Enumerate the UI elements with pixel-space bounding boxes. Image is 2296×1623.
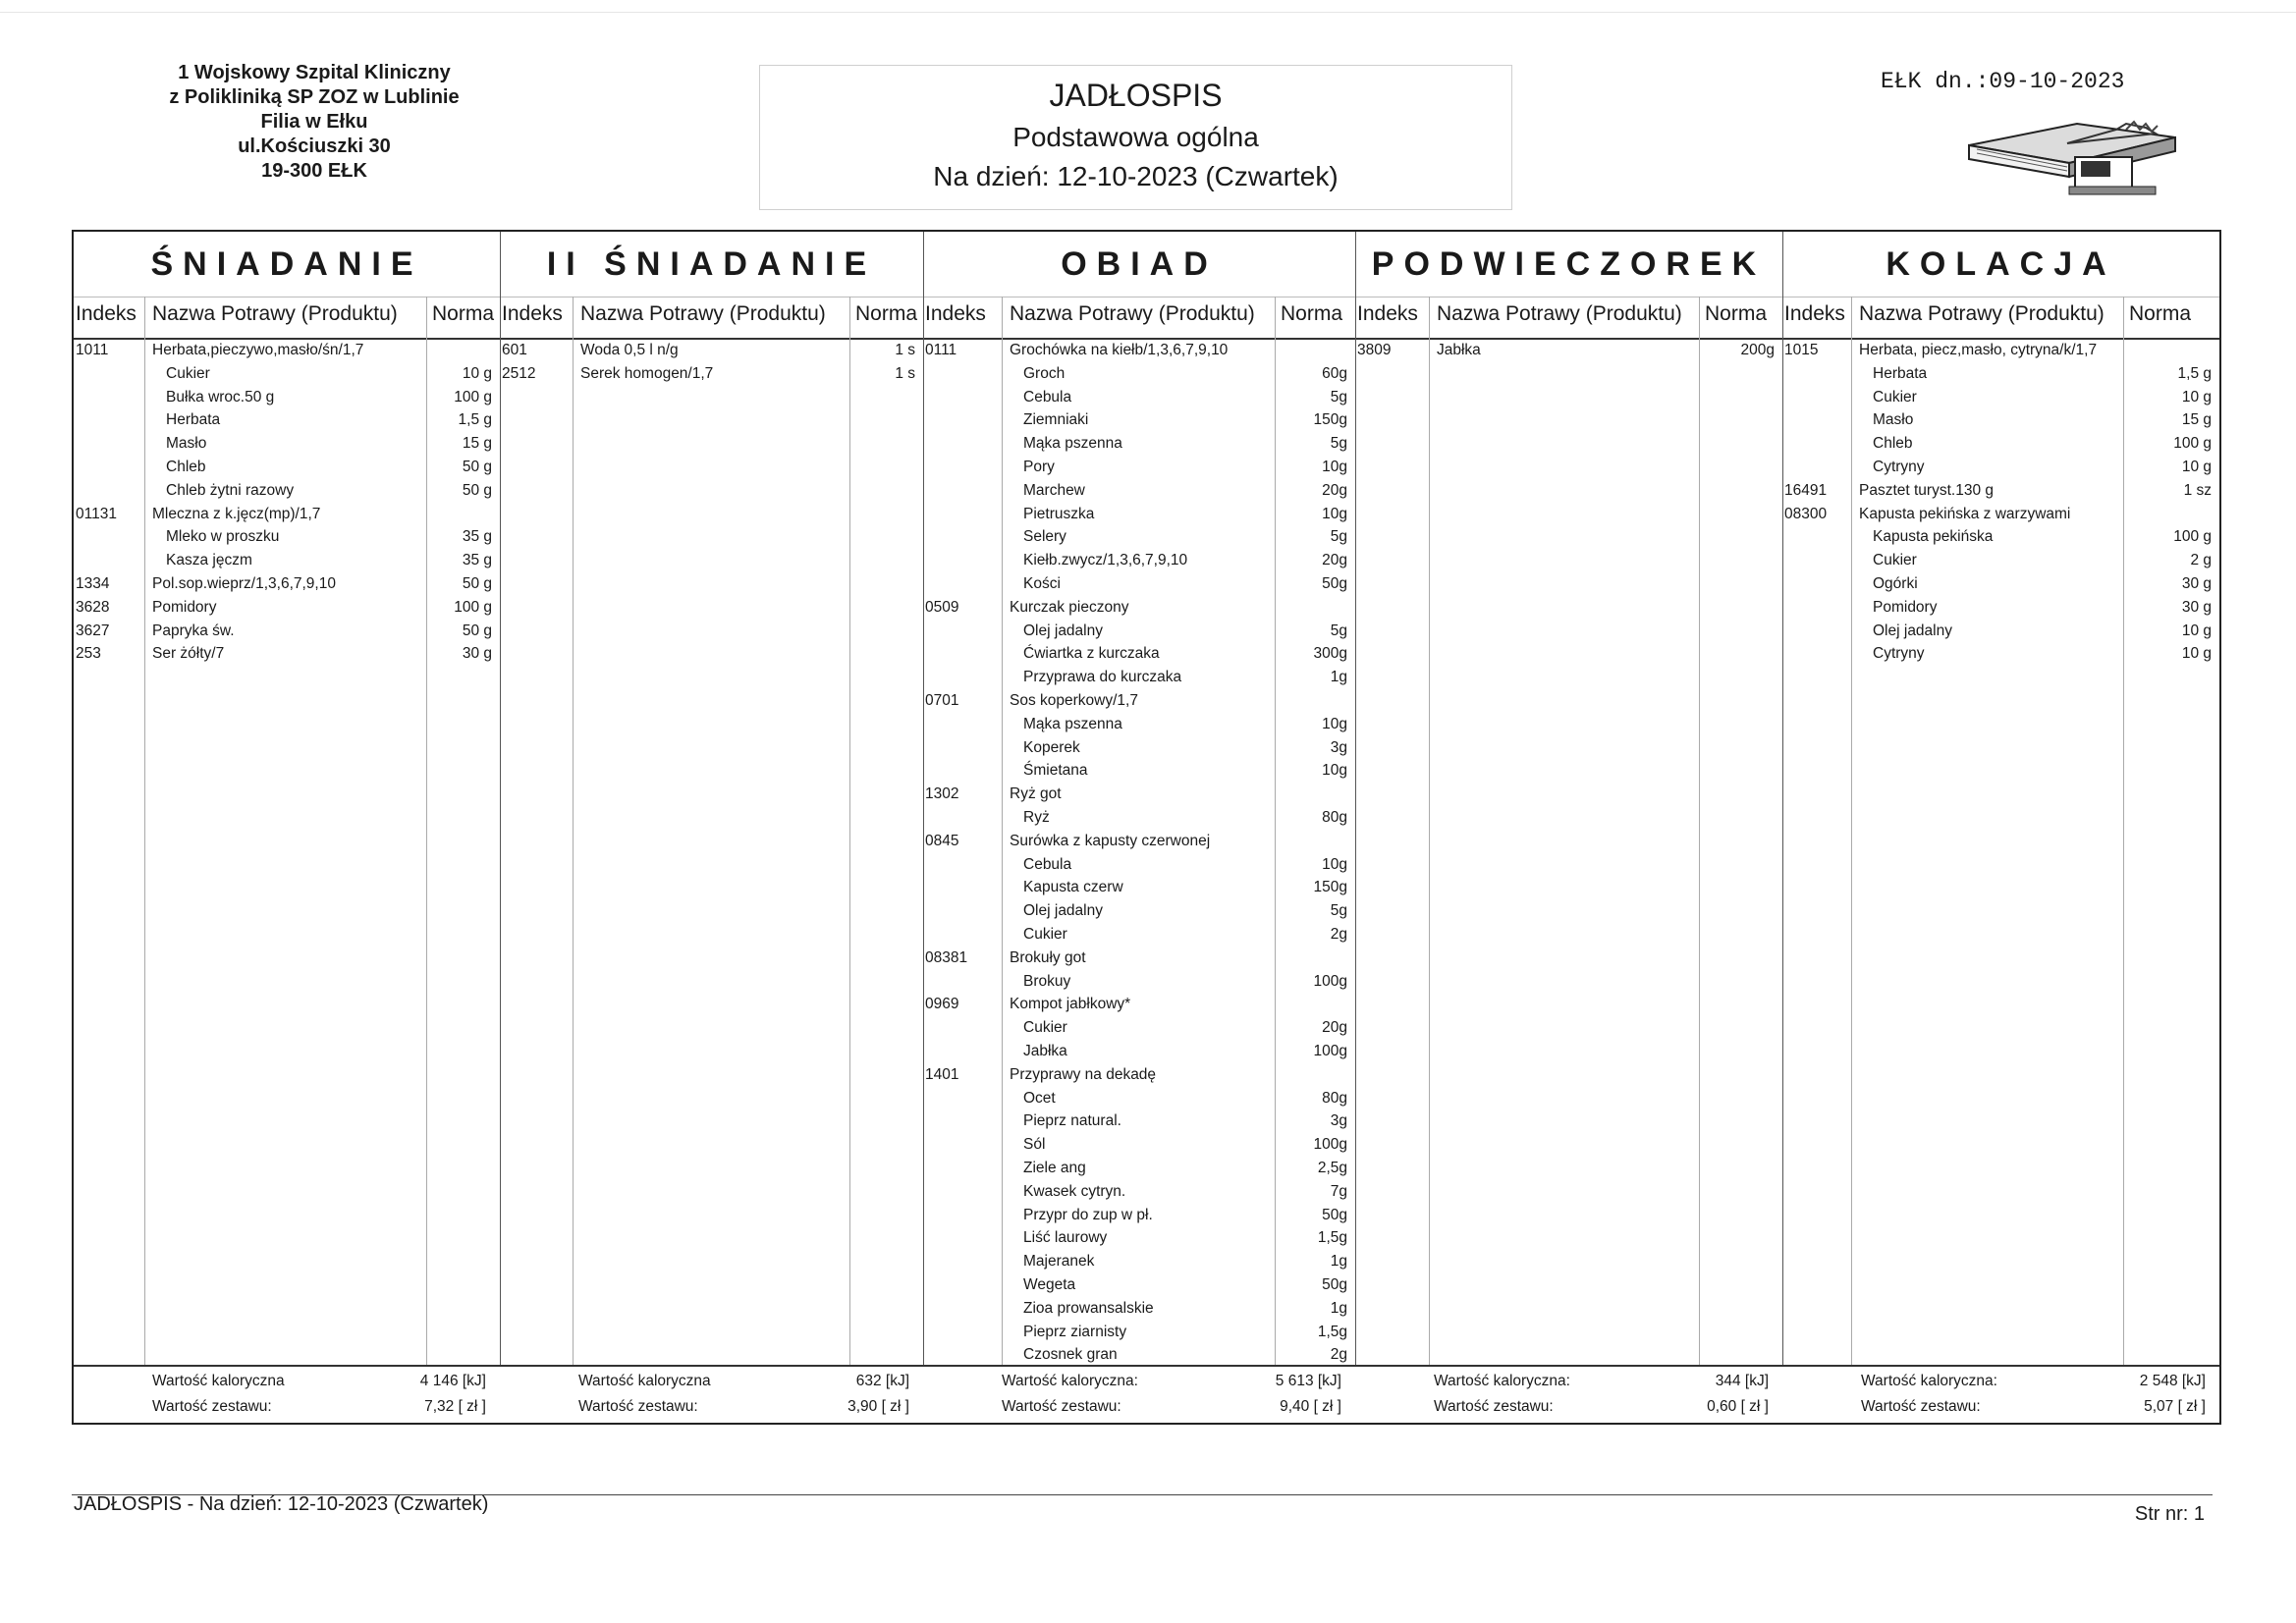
table-row [1782,409,2219,431]
row-norma: 150g [1313,879,1347,896]
row-index: 0969 [925,996,959,1013]
col-header-indeks: Indeks [76,302,137,325]
row-name: Marchew [1023,481,1085,499]
meal-name: ŚNIADANIE [150,245,423,283]
col-header-norma: Norma [1705,302,1768,325]
row-name: Herbata,pieczywo,masło/śn/1,7 [152,342,364,358]
row-name: Pieprz ziarnisty [1023,1323,1127,1340]
row-norma: 80g [1322,1089,1347,1107]
row-name: Herbata [166,411,221,429]
table-row [74,597,500,619]
row-index: 1401 [925,1065,959,1083]
table-row [923,643,1355,665]
table-row [923,340,1355,361]
col-header-norma: Norma [855,302,918,325]
row-name: Kurczak pieczony [1010,598,1129,616]
col-header-norma: Norma [2129,302,2192,325]
table-row [923,1088,1355,1109]
row-name: Kapusta czerw [1023,879,1123,896]
row-index: 1302 [925,785,959,803]
meal-divider [500,232,501,1365]
row-name: Cebula [1023,388,1072,406]
meal-name-separator [74,297,2219,298]
row-index: 0701 [925,692,959,709]
row-name: Pomidory [1873,598,1938,616]
hospital-line-5: 19-300 EŁK [261,160,367,182]
row-name: Przyprawa do kurczaka [1023,669,1182,686]
table-row [923,1134,1355,1156]
row-name: Liść laurowy [1023,1229,1108,1247]
table-row [1355,340,1782,361]
page-footer [72,1493,2213,1525]
table-row [923,1017,1355,1039]
table-row [923,760,1355,782]
table-row [74,573,500,595]
row-norma: 7g [1330,1182,1347,1200]
row-name: Cebula [1023,855,1072,873]
row-name: Olej jadalny [1023,902,1103,920]
row-name: Kapusta pekińska z warzywami [1859,505,2071,522]
row-name: Chleb [166,459,206,475]
col-header-indeks: Indeks [925,302,986,325]
col-header-nazwa: Nazwa Potrawy (Produktu) [1859,302,2105,325]
row-name: Mąka pszenna [1023,435,1122,453]
col-header-nazwa: Nazwa Potrawy (Produktu) [152,302,398,325]
row-norma: 20g [1322,552,1347,569]
row-name: Ziemniaki [1023,411,1089,429]
table-row [923,690,1355,712]
col-header-norma: Norma [432,302,495,325]
table-row [923,550,1355,571]
issue-date: EŁK dn.:09-10-2023 [1881,69,2125,94]
row-name: Groch [1023,364,1066,382]
row-index: 3628 [76,598,110,616]
row-norma: 100 g [454,388,492,406]
row-index: 0509 [925,598,959,616]
row-name: Cukier [1023,1019,1067,1037]
row-name: Sól [1023,1136,1046,1154]
table-row [923,1158,1355,1179]
row-index: 1015 [1784,342,1819,358]
table-row [500,340,923,361]
row-name: Majeranek [1023,1253,1095,1271]
row-name: Śmietana [1023,762,1088,780]
row-norma: 50g [1322,575,1347,592]
table-row [1782,621,2219,642]
table-row [923,457,1355,478]
row-name: Pieprz natural. [1023,1112,1121,1130]
meal-name: KOLACJA [1886,245,2116,283]
row-norma: 10 g [2181,388,2212,406]
row-index: 0845 [925,832,959,849]
table-row [1782,597,2219,619]
table-row [1782,387,2219,408]
row-norma: 10 g [462,364,492,382]
row-norma: 20g [1322,1019,1347,1037]
table-row [923,597,1355,619]
row-norma: 5g [1330,388,1347,406]
row-index: 0111 [925,342,957,358]
col-header-norma: Norma [1281,302,1343,325]
menu-date: Na dzień: 12-10-2023 (Czwartek) [933,161,1339,191]
table-row [923,1041,1355,1062]
row-norma: 1,5 g [458,411,492,429]
table-row [500,363,923,385]
row-name: Ser żółty/7 [152,645,225,663]
table-row [923,877,1355,898]
table-row [923,667,1355,688]
table-row [923,1064,1355,1086]
kcal-label: Wartość kaloryczna: [1861,1373,1997,1389]
row-norma: 1g [1330,669,1347,686]
row-norma: 10 g [2181,459,2212,475]
cost-value: 9,40 [ zł ] [1280,1398,1341,1415]
indeks-divider [573,297,574,1365]
row-norma: 10g [1322,855,1347,873]
row-index: 2512 [502,364,536,382]
table-row [923,714,1355,735]
row-name: Herbata [1873,364,1928,382]
kcal-label: Wartość kaloryczna [152,1373,285,1389]
row-name: Cukier [166,364,210,382]
row-norma: 50 g [462,459,492,475]
row-norma: 2,5g [1317,1160,1347,1176]
kcal-value: 5 613 [kJ] [1275,1373,1341,1389]
row-norma: 50 g [462,481,492,499]
indeks-divider [1429,297,1430,1365]
norma-divider [849,297,850,1365]
table-row [74,433,500,455]
table-row [923,621,1355,642]
row-name: Jabłka [1023,1043,1067,1059]
table-row [923,1322,1355,1343]
row-name: Kapusta pekińska [1873,528,1994,546]
table-row [1782,526,2219,548]
row-index: 1334 [76,575,110,592]
cost-value: 3,90 [ zł ] [847,1398,909,1415]
table-row [74,480,500,502]
hospital-line-2: z Polikliniką SP ZOZ w Lublinie [169,86,460,108]
row-name: Cukier [1023,926,1067,943]
table-row [923,1344,1355,1366]
diet-name: Podstawowa ogólna [1012,122,1259,152]
scan-edge-line [0,12,2296,13]
row-norma: 10g [1322,505,1347,522]
hospital-line-3: Filia w Ełku [260,111,368,133]
table-row [923,854,1355,876]
table-row [923,924,1355,946]
row-norma: 15 g [2181,411,2212,429]
table-row [1782,457,2219,478]
cost-value: 5,07 [ zł ] [2144,1398,2206,1415]
table-row [923,784,1355,805]
row-norma: 5g [1330,435,1347,453]
footer-title: JADŁOSPIS - Na dzień: 12-10-2023 (Czwartek) [74,1493,489,1515]
table-row [923,994,1355,1015]
row-index: 01131 [76,505,117,522]
row-name: Wegeta [1023,1276,1076,1293]
kcal-value: 344 [kJ] [1715,1373,1769,1389]
row-name: Brokuły got [1010,948,1086,966]
cost-value: 7,32 [ zł ] [424,1398,486,1415]
table-row [74,340,500,361]
row-index: 16491 [1784,481,1828,499]
row-norma: 50 g [462,575,492,592]
menu-title-box [759,65,1512,210]
row-norma: 100g [1313,1136,1347,1154]
cost-label: Wartość zestawu: [152,1398,272,1415]
norma-divider [1699,297,1700,1365]
table-row [74,643,500,665]
row-index: 1011 [76,342,109,358]
row-name: Olej jadalny [1023,622,1103,639]
row-index: 3809 [1357,342,1392,358]
row-norma: 200g [1740,342,1775,358]
row-name: Grochówka na kiełb/1,3,6,7,9,10 [1010,342,1229,358]
row-norma: 10g [1322,762,1347,780]
table-row [74,457,500,478]
row-norma: 10 g [2181,645,2212,663]
cost-label: Wartość zestawu: [578,1398,698,1415]
table-row [923,504,1355,525]
row-norma: 300g [1313,645,1347,663]
col-header-indeks: Indeks [1357,302,1418,325]
table-row [74,550,500,571]
row-norma: 1,5g [1317,1323,1347,1340]
table-row [923,1110,1355,1132]
row-name: Ogórki [1873,575,1918,592]
row-norma: 3g [1330,1112,1347,1130]
row-name: Kiełb.zwycz/1,3,6,7,9,10 [1023,552,1188,569]
meal-divider [1355,232,1356,1365]
table-row [923,526,1355,548]
table-row [1782,573,2219,595]
row-norma: 50g [1322,1276,1347,1293]
row-name: Kasza jęczm [166,552,252,569]
table-row [923,831,1355,852]
table-row [923,1227,1355,1249]
cost-label: Wartość zestawu: [1002,1398,1121,1415]
row-norma: 20g [1322,481,1347,499]
table-row [923,1298,1355,1320]
meal-name: OBIAD [1061,245,1218,283]
col-header-nazwa: Nazwa Potrawy (Produktu) [580,302,826,325]
row-name: Jabłka [1437,342,1481,358]
hospital-line-1: 1 Wojskowy Szpital Kliniczny [178,62,451,83]
kcal-value: 4 146 [kJ] [419,1373,486,1389]
row-norma: 100 g [2173,435,2212,453]
row-name: Ziele ang [1023,1160,1086,1176]
row-name: Masło [1873,411,1914,429]
row-name: Cytryny [1873,645,1925,663]
row-norma: 1g [1330,1299,1347,1317]
table-row [923,409,1355,431]
row-name: Cukier [1873,552,1917,569]
kcal-value: 2 548 [kJ] [2139,1373,2206,1389]
row-name: Selery [1023,528,1066,546]
row-name: Koperek [1023,738,1080,756]
row-name: Zioa prowansalskie [1023,1299,1154,1317]
row-name: Przyprawy na dekadę [1010,1065,1157,1083]
row-name: Pory [1023,459,1055,475]
row-norma: 30 g [2181,598,2212,616]
row-norma: 50 g [462,622,492,639]
table-row [923,807,1355,829]
row-name: Woda 0,5 l n/g [580,342,679,358]
table-row [74,621,500,642]
table-row [923,573,1355,595]
table-row [1782,433,2219,455]
row-norma: 5g [1330,902,1347,920]
cost-label: Wartość zestawu: [1861,1398,1981,1415]
row-norma: 50g [1322,1206,1347,1223]
row-name: Ćwiartka z kurczaka [1023,645,1160,663]
table-row [923,1205,1355,1226]
row-norma: 5g [1330,622,1347,639]
table-row [1782,643,2219,665]
row-name: Mąka pszenna [1023,715,1122,732]
table-row [1782,504,2219,525]
row-name: Pomidory [152,598,217,616]
row-name: Papryka św. [152,622,235,639]
table-row [74,387,500,408]
row-name: Pasztet turyst.130 g [1859,481,1994,499]
row-index: 253 [76,645,101,663]
row-index: 3627 [76,622,110,639]
row-name: Ocet [1023,1089,1056,1107]
row-norma: 10g [1322,715,1347,732]
row-norma: 30 g [2181,575,2212,592]
row-norma: 2g [1330,926,1347,943]
row-index: 08300 [1784,505,1828,522]
row-norma: 80g [1322,809,1347,826]
table-row [923,363,1355,385]
row-name: Brokuy [1023,972,1071,990]
row-norma: 150g [1313,411,1347,429]
table-row [923,971,1355,993]
row-norma: 10 g [2181,622,2212,639]
row-norma: 1 s [895,364,915,382]
table-row [74,409,500,431]
row-norma: 3g [1330,738,1347,756]
kcal-label: Wartość kaloryczna: [1002,1373,1138,1389]
row-norma: 60g [1322,364,1347,382]
table-row [923,433,1355,455]
menu-table [72,230,2221,1425]
row-norma: 1,5g [1317,1229,1347,1247]
row-name: Pol.sop.wieprz/1,3,6,7,9,10 [152,575,336,592]
row-name: Mleko w proszku [166,528,280,546]
table-row [74,504,500,525]
row-norma: 5g [1330,528,1347,546]
row-name: Surówka z kapusty czerwonej [1010,832,1211,849]
row-name: Kwasek cytryn. [1023,1182,1126,1200]
row-norma: 15 g [462,435,492,453]
menu-title: JADŁOSPIS [1049,78,1223,113]
row-norma: 100g [1313,972,1347,990]
row-name: Cukier [1873,388,1917,406]
table-row [74,363,500,385]
row-name: Masło [166,435,207,453]
hospital-line-4: ul.Kościuszki 30 [238,135,391,157]
row-norma: 10g [1322,459,1347,475]
row-name: Przypr do zup w pł. [1023,1206,1153,1223]
table-row [923,1181,1355,1203]
col-header-indeks: Indeks [502,302,563,325]
col-header-nazwa: Nazwa Potrawy (Produktu) [1010,302,1255,325]
table-row [923,1251,1355,1272]
row-norma: 100g [1313,1043,1347,1059]
row-norma: 100 g [2173,528,2212,546]
table-row [1782,340,2219,361]
table-row [923,900,1355,922]
table-row [923,1274,1355,1296]
row-norma: 1 sz [2183,481,2212,499]
row-norma: 30 g [462,645,492,663]
row-norma: 35 g [462,552,492,569]
row-name: Czosnek gran [1023,1346,1118,1364]
row-norma: 1g [1330,1253,1347,1271]
col-header-indeks: Indeks [1784,302,1845,325]
row-name: Serek homogen/1,7 [580,364,714,382]
row-name: Pietruszka [1023,505,1095,522]
row-norma: 1 s [895,342,915,358]
row-name: Ryż [1023,809,1050,826]
table-row [1782,550,2219,571]
row-name: Olej jadalny [1873,622,1952,639]
kcal-label: Wartość kaloryczna: [1434,1373,1570,1389]
row-name: Sos koperkowy/1,7 [1010,692,1138,709]
row-name: Kompot jabłkowy* [1010,996,1131,1013]
meal-name: II ŚNIADANIE [546,245,877,283]
row-name: Chleb żytni razowy [166,481,295,499]
cost-value: 0,60 [ zł ] [1707,1398,1769,1415]
table-row [1782,363,2219,385]
row-name: Bułka wroc.50 g [166,388,275,406]
row-norma: 35 g [462,528,492,546]
row-norma: 100 g [454,598,492,616]
page-number: Str nr: 1 [2134,1503,2205,1525]
row-norma: 1,5 g [2177,364,2212,382]
row-norma: 2g [1330,1346,1347,1364]
hospital-address [128,61,501,184]
row-name: Kości [1023,575,1061,592]
table-row [923,387,1355,408]
table-row [923,947,1355,969]
book-and-computer-icon [1959,116,2185,199]
row-name: Herbata, piecz,masło, cytryna/k/1,7 [1859,342,2098,358]
row-index: 601 [502,342,527,358]
table-row [1782,480,2219,502]
row-name: Mleczna z k.jęcz(mp)/1,7 [152,505,321,522]
meal-name: PODWIECZOREK [1371,245,1767,283]
row-name: Cytryny [1873,459,1925,475]
cost-label: Wartość zestawu: [1434,1398,1554,1415]
kcal-value: 632 [kJ] [855,1373,909,1389]
kcal-label: Wartość kaloryczna [578,1373,711,1389]
row-name: Ryż got [1010,785,1062,803]
col-header-nazwa: Nazwa Potrawy (Produktu) [1437,302,1682,325]
table-row [923,480,1355,502]
table-row [923,737,1355,759]
table-row [74,526,500,548]
row-index: 08381 [925,948,968,966]
row-norma: 2 g [2190,552,2212,569]
row-name: Chleb [1873,435,1913,453]
